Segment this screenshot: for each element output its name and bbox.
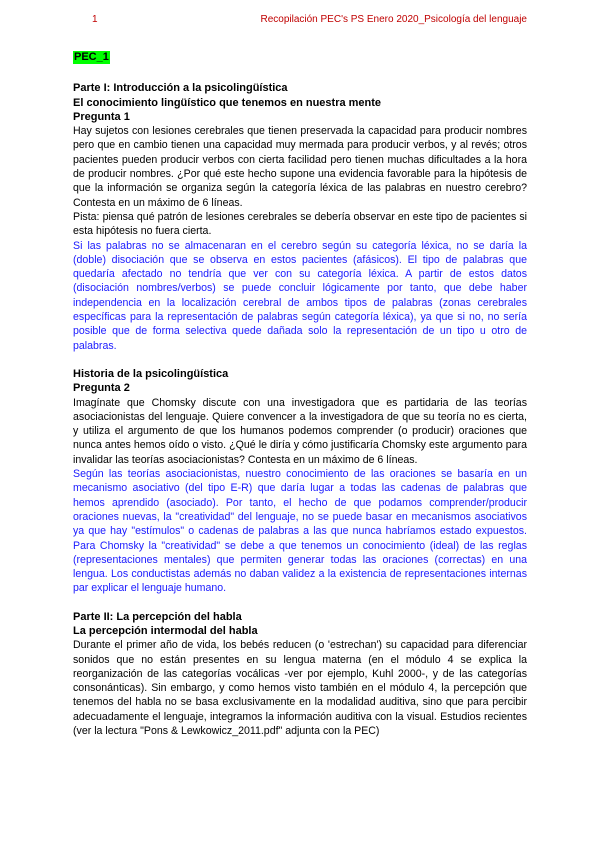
question-1-answer: Si las palabras no se almacenaran en el cerebro según su categoría léxica, no se daría la (doble) disociación que se observa en estos pacientes (afásicos). El tipo de palabras que quedaría afectado no tendría que ver con su categoría léxica. A partir de estos datos (disociación nombres/verbos) se puede concluir lógicamente por tanto, que debe haber independencia en la localización cerebral de ambos tipos de palabras (zonas cerebrales específicas para la representación de palabras según categoría léxica), ya que si no, no sería posible que de forma selectiva quede dañada solo la representación de un tipo u otro de palabras. <box>73 239 527 352</box>
question-2-text: Imagínate que Chomsky discute con una investigadora que es partidaria de las teorías asociacionistas del lenguaje. Quiere convencer a la investigadora de que su teoría no es cierta, y utiliza el argumento de que los humanos podemos comprender (o producir) oraciones que nunca antes hemos oído o visto. ¿Qué le diría y cómo justificaría Chomsky este argumento para invalidar las teorías asociacionistas? Contesta en un máximo de 6 líneas. <box>73 396 527 466</box>
part2-title: Parte II: La percepción del habla <box>73 610 242 623</box>
part2-subtitle: La percepción intermodal del habla <box>73 624 258 637</box>
part1-title: Parte I: Introducción a la psicolingüística <box>73 82 288 95</box>
pec-tag: PEC_1 <box>74 51 109 63</box>
page-number: 1 <box>92 14 98 25</box>
history-title: Historia de la psicolingüística <box>73 367 229 380</box>
running-header-title: Recopilación PEC's PS Enero 2020_Psicología del lenguaje <box>260 14 527 25</box>
question-1-text: Hay sujetos con lesiones cerebrales que tienen preservada la capacidad para producir nombres pero que en cambio tienen una capacidad muy mermada para producir verbos, y al revés; otros pacientes pueden producir verbos con cierta facilidad pero tienen muchas dificultades a la hora de producir nombres. ¿Por qué este hecho supone una evidencia favorable para la hipótesis de que la información se organiza según la categoría léxica de las palabras en nuestro cerebro? Contesta en un máximo de 6 líneas. <box>73 125 527 209</box>
question-2-label: Pregunta 2 <box>73 382 130 395</box>
question-1-hint: Pista: piensa qué patrón de lesiones cerebrales se debería observar en este tipo de pacientes si esta hipótesis no fuera cierta. <box>73 210 527 238</box>
part2-text: Durante el primer año de vida, los bebés reducen (o 'estrechan') su capacidad para diferenciar sonidos que no están presentes en su lengua materna (en el módulo 4 se explica la reorganización de las categorías vocálicas -ver por ejemplo, Kuhl 2000-, y de las categorías consonánticas). Sin embargo, y como hemos visto también en el módulo 4, la percepción que tenemos del habla no se basa exclusivamente en la modalidad auditiva, sino que para percibir adecuadamente el lenguaje, integramos la información auditiva con la visual. Estudios recientes (ver la lectura "Pons & Lewkowicz_2011.pdf" adjunta con la PEC) <box>73 639 527 738</box>
document-body <box>73 50 527 738</box>
question-2-answer: Según las teorías asociacionistas, nuestro conocimiento de las oraciones se basaría en un mecanismo asociativo (del tipo E-R) que daría lugar a todas las cadenas de palabras que hemos aprendido (asociado). Por tanto, el hecho de que podamos comprender/producir oraciones nuevas, la "creatividad" del lenguaje, no se puede basar en mecanismos asociativos ya que hay "estímulos" o cadenas de palabras a las que nunca habríamos estado expuestos. Para Chomsky la "creatividad" se debe a que tenemos un conocimiento (ideal) de las reglas (representaciones mentales) que permiten generar todas las oraciones (correctas) en una lengua. Los conductistas además no daban validez a la existencia de representaciones internas par explicar el lenguaje humano. <box>73 468 527 595</box>
part1-subtitle: El conocimiento lingüístico que tenemos en nuestra mente <box>73 96 382 109</box>
question-1-label: Pregunta 1 <box>73 110 130 123</box>
